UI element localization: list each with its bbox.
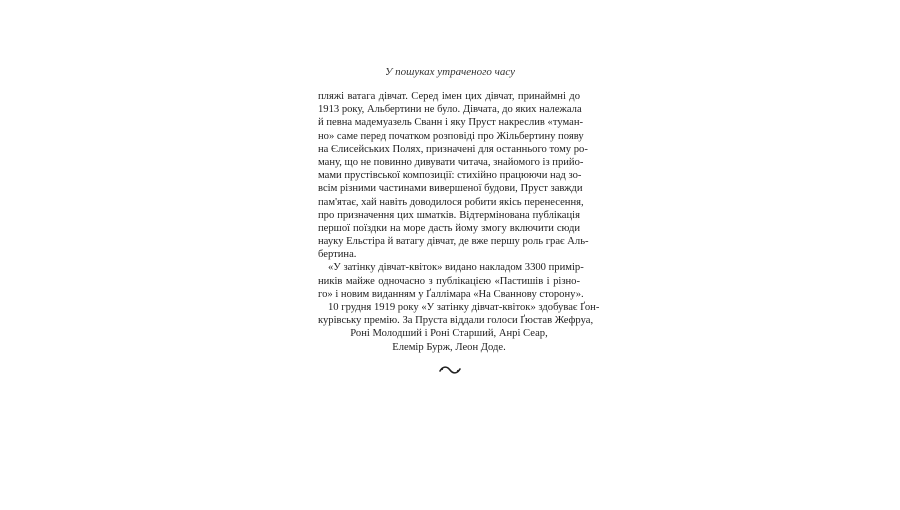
text-line: й певна мадемуазель Сванн і яку Пруст накреслив «туман- [318, 117, 584, 129]
text-line: 1913 року, Альбертини не було. Дівчата, до яких належала [318, 104, 582, 116]
text-line: пляжі ватага дівчат. Серед імен цих дівчат, принаймні до [318, 91, 580, 102]
section-end-ornament [0, 360, 900, 379]
text-line: го» і новим виданням у Ґаллімара «На Сваннову сторону». [318, 288, 584, 300]
text-line: мами прустівської композиції: стихійно працюючи над зо- [318, 170, 582, 182]
text-line: курівську премію. За Пруста віддали голоси Ґюстав Жефруа, [318, 315, 594, 327]
text-line: про призначення цих шматків. Відтермінована публікація [318, 209, 580, 221]
fleuron-icon [439, 360, 461, 379]
text-line: пам'ятає, хай навіть доводилося робити якісь перенесення, [318, 196, 584, 208]
text-line: ману, що не повинно дивувати читача, знайомого із прийо- [318, 156, 584, 168]
text-line: «У затінку дівчат-квіток» видано накладом 3300 примір- [328, 262, 584, 274]
text-line: на Єлисейських Полях, призначені для останнього тому ро- [318, 143, 588, 155]
text-line: першої поїздки на море дасть йому змогу включити сюди [318, 222, 580, 234]
text-line: всім різними частинами вивершеної будови, Пруст завжди [318, 183, 583, 195]
text-line: ників майже одночасно з публікацією «Пастишів і різно- [318, 275, 580, 287]
fleuron-shape [439, 365, 461, 375]
text-line: науку Ельстіра й ватагу дівчат, де вже першу роль грає Аль- [318, 236, 589, 248]
text-line: 10 грудня 1919 року «У затінку дівчат-квіток» здобуває Ґон- [328, 302, 600, 313]
text-line: Роні Молодший і Роні Старший, Анрі Сеар, [350, 328, 548, 340]
text-line: бертина. [318, 249, 357, 261]
running-title: У пошуках утраченого часу [384, 66, 516, 78]
text-line: но» саме перед початком розповіді про Жільбертину появу [318, 130, 584, 142]
body-text [318, 90, 600, 354]
text-line: Елемір Бурж, Леон Доде. [392, 341, 506, 353]
